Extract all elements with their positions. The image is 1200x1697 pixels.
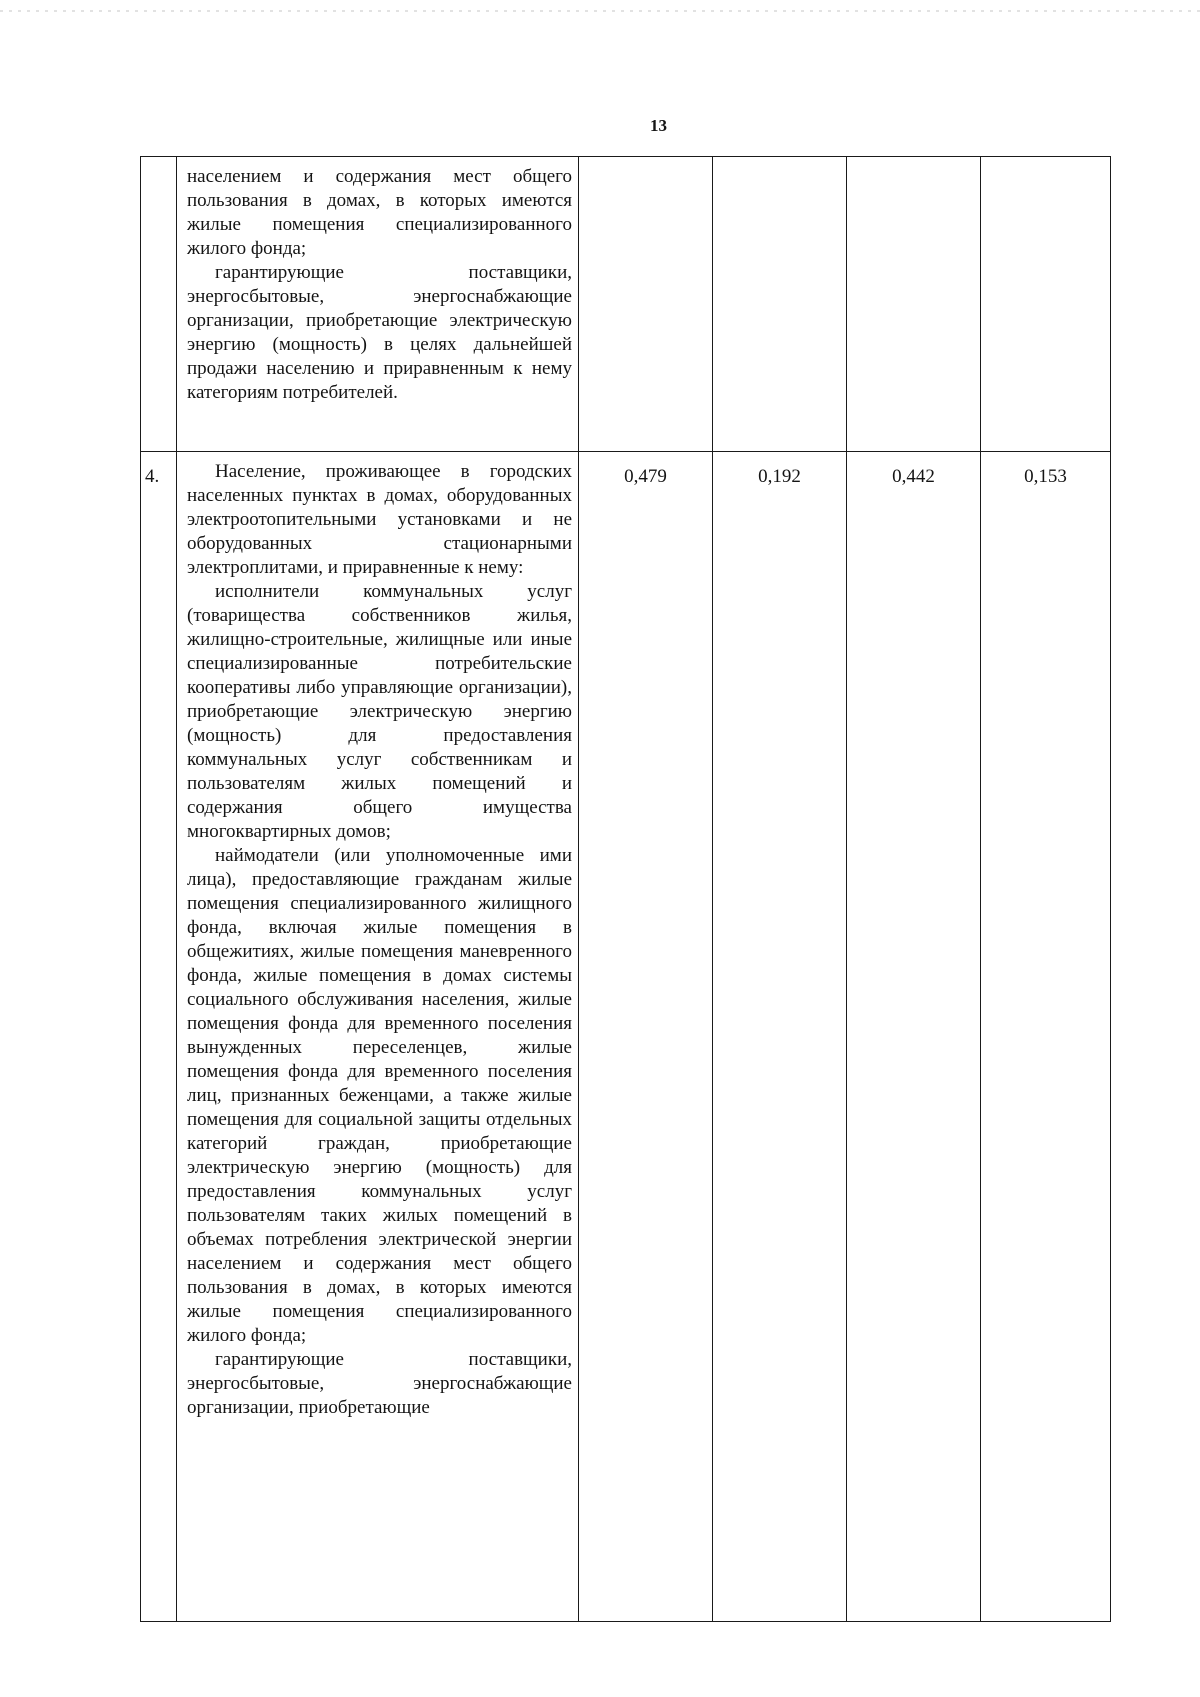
tariff-value: 0,192 xyxy=(713,452,847,1622)
row-number: 4. xyxy=(141,452,177,1622)
tariff-value: 0,153 xyxy=(981,452,1111,1622)
tariff-value xyxy=(981,157,1111,452)
description-paragraph: наймодатели (или уполномоченные ими лица), предоставляющие гражданам жилые помещения специализированного жилищного фонда, включая жилые помещения в общежитиях, жилые помещения маневренного фонда, жилые помещения в домах системы социального обслуживания населения, жилые помещения фонда для временного поселения вынужденных переселенцев, жилые помещения фонда для временного поселения лиц, признанных беженцами, а также жилые помещения для социальной защиты отдельных категорий граждан, приобретающие электрическую энергию (мощность) для предоставления коммунальных услуг пользователям таких жилых помещений в объемах потребления электрической энергии населением и содержания мест общего пользования в домах, в которых имеются жилые помещения специализированного жилого фонда; xyxy=(187,845,572,1346)
tariff-value xyxy=(713,157,847,452)
description-paragraph: населением и содержания мест общего пользования в домах, в которых имеются жилые помещения специализированного жилого фонда; xyxy=(187,166,572,259)
description-paragraph: Население, проживающее в городских населенных пунктах в домах, оборудованных электроотопительными установками и не оборудованных стационарными электроплитами, и приравненные к нему: xyxy=(187,461,572,578)
tariff-table xyxy=(140,156,1111,1622)
description-paragraph: исполнители коммунальных услуг (товарищества собственников жилья, жилищно-строительные, жилищные или иные специализированные потребительские кооперативы либо управляющие организации), приобретающие электрическую энергию (мощность) для предоставления коммунальных услуг собственникам и пользователям жилых помещений и содержания общего имущества многоквартирных домов; xyxy=(187,581,572,842)
description-paragraph: гарантирующие поставщики, энергосбытовые, энергоснабжающие организации, приобретающие xyxy=(187,1349,572,1418)
page-number: 13 xyxy=(650,116,667,135)
table-row xyxy=(141,452,1111,1622)
description-paragraph: гарантирующие поставщики, энергосбытовые, энергоснабжающие организации, приобретающие электрическую энергию (мощность) в целях дальнейшей продажи населению и приравненным к нему категориям потребителей. xyxy=(187,262,572,403)
row-description xyxy=(177,452,579,1622)
tariff-value: 0,479 xyxy=(579,452,713,1622)
row-number xyxy=(141,157,177,452)
tariff-value xyxy=(579,157,713,452)
tariff-value xyxy=(847,157,981,452)
table-row xyxy=(141,157,1111,452)
row-description xyxy=(177,157,579,452)
scan-edge-artifact xyxy=(0,10,1200,12)
tariff-value: 0,442 xyxy=(847,452,981,1622)
